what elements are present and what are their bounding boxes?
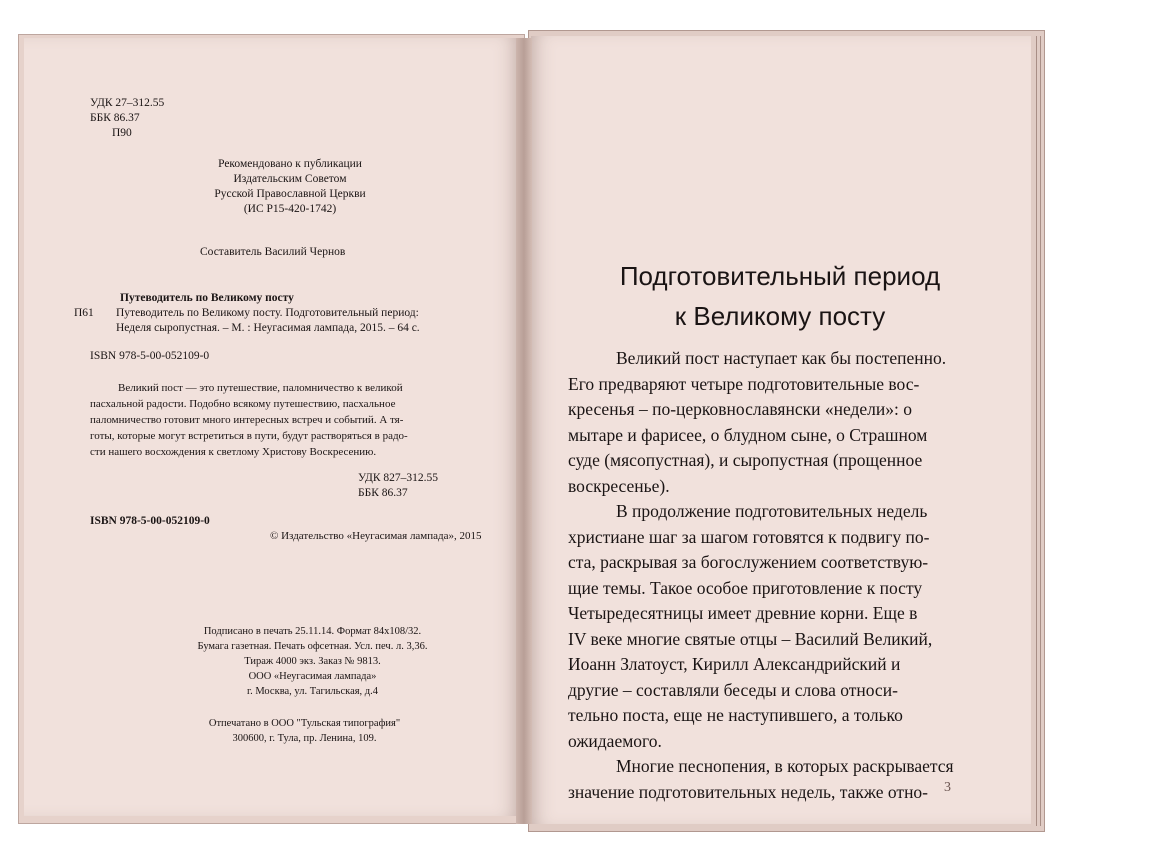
paragraph-line: христиане шаг за шагом готовятся к подвигу по- bbox=[568, 526, 930, 547]
chapter-title bbox=[580, 256, 980, 336]
compiler-credit: Составитель Василий Чернов bbox=[200, 246, 346, 258]
recommendation-line: Издательским Советом bbox=[233, 173, 347, 185]
paragraph-line: тельно поста, еще не наступившего, а только bbox=[568, 705, 903, 725]
page-number: 3 bbox=[944, 780, 951, 795]
udk-code: УДК 827–312.55 bbox=[358, 472, 438, 484]
printer-line: Отпечатано в ООО "Тульская типография" bbox=[208, 718, 401, 729]
copyright: © Издательство «Неугасимая лампада», 2015 bbox=[270, 530, 482, 542]
paragraph-line: Великий пост наступает как бы постепенно. bbox=[616, 348, 947, 368]
paragraph-line: ста, раскрывая за богослужением соответствую- bbox=[568, 552, 929, 572]
biblio-line: Путеводитель по Великому посту. Подготовительный период: bbox=[116, 307, 419, 319]
imprint-line: Тираж 4000 экз. Заказ № 9813. bbox=[244, 656, 381, 667]
book-gutter bbox=[516, 38, 532, 824]
chapter-body bbox=[568, 346, 963, 805]
imprint-block bbox=[180, 624, 445, 699]
biblio-line: Неделя сыропустная. – М. : Неугасимая лампада, 2015. – 64 с. bbox=[116, 322, 420, 334]
paragraph-line: Иоанн Златоуст, Кирилл Александрийский и bbox=[568, 654, 901, 674]
biblio-code: П61 bbox=[74, 307, 94, 319]
annotation-line: сти нашего восхождения к светлому Христову Воскресению. bbox=[90, 446, 377, 458]
paragraph-line: Четыредесятницы имеет древние корни. Еще в bbox=[568, 603, 918, 623]
biblio-title: Путеводитель по Великому посту bbox=[120, 292, 294, 304]
annotation-line: готы, которые могут встретиться в пути, будут растворяться в радо- bbox=[90, 430, 408, 442]
isbn-bottom: ISBN 978-5-00-052109-0 bbox=[90, 515, 210, 527]
imprint-line: ООО «Неугасимая лампада» bbox=[248, 671, 377, 682]
printer-block bbox=[172, 716, 437, 746]
recommendation-line: Рекомендовано к публикации bbox=[218, 158, 362, 170]
paragraph-line: мытаре и фарисее, о блудном сыне, о Страшном bbox=[568, 424, 928, 445]
paragraph-line: кресенья – по-церковнославянски «недели»: о bbox=[568, 399, 912, 419]
bbk-code: ББК 86.37 bbox=[90, 112, 140, 124]
page-edge-line bbox=[1040, 36, 1041, 826]
isbn-top: ISBN 978-5-00-052109-0 bbox=[90, 350, 210, 362]
annotation bbox=[90, 380, 490, 460]
paragraph-line: Многие песнопения, в которых раскрывается bbox=[616, 756, 954, 776]
imprint-line: Бумага газетная. Печать офсетная. Усл. печ. л. 3,36. bbox=[197, 641, 428, 652]
bibliographic-record bbox=[74, 291, 504, 336]
udk-classification-bottom bbox=[358, 471, 438, 501]
recommendation-line: Русской Православной Церкви bbox=[214, 188, 366, 200]
paragraph-line: Его предваряют четыре подготовительные вос- bbox=[568, 373, 920, 394]
paragraph-line: суде (мясопустная), и сыропустная (прощенное bbox=[568, 450, 923, 470]
paragraph-line: IV веке многие святые отцы – Василий Великий, bbox=[568, 628, 933, 649]
author-mark: П90 bbox=[112, 127, 132, 139]
chapter-title-line: Подготовительный период bbox=[619, 261, 941, 291]
udk-code: УДК 27–312.55 bbox=[90, 97, 165, 109]
chapter-title-line: к Великому посту bbox=[674, 301, 886, 331]
imprint-line: г. Москва, ул. Тагильская, д.4 bbox=[246, 686, 379, 697]
annotation-line: паломничество готовит много интересных встреч и событий. А тя- bbox=[90, 414, 404, 426]
bbk-code: ББК 86.37 bbox=[358, 487, 408, 499]
paragraph-line: щие темы. Такое особое приготовление к посту bbox=[568, 577, 923, 598]
paragraph-line: ожидаемого. bbox=[568, 730, 662, 751]
paragraph-line: значение подготовительных недель, также отно- bbox=[568, 781, 929, 802]
recommendation-line: (ИС Р15-420-1742) bbox=[243, 203, 337, 215]
paragraph-line: В продолжение подготовительных недель bbox=[616, 501, 928, 521]
paragraph-line: другие – составляли беседы и слова относи- bbox=[568, 679, 898, 700]
annotation-line: пасхальной радости. Подобно всякому путешествию, пасхальное bbox=[90, 398, 396, 410]
paragraph-line: воскресенье). bbox=[568, 475, 670, 496]
recommendation-block bbox=[190, 157, 390, 217]
annotation-line: Великий пост — это путешествие, паломничество к великой bbox=[118, 382, 403, 394]
udk-classification-top bbox=[90, 96, 164, 141]
printer-line: 300600, г. Тула, пр. Ленина, 109. bbox=[232, 733, 377, 744]
page-edge-line bbox=[1036, 36, 1037, 826]
imprint-line: Подписано в печать 25.11.14. Формат 84x108/32. bbox=[203, 626, 422, 637]
